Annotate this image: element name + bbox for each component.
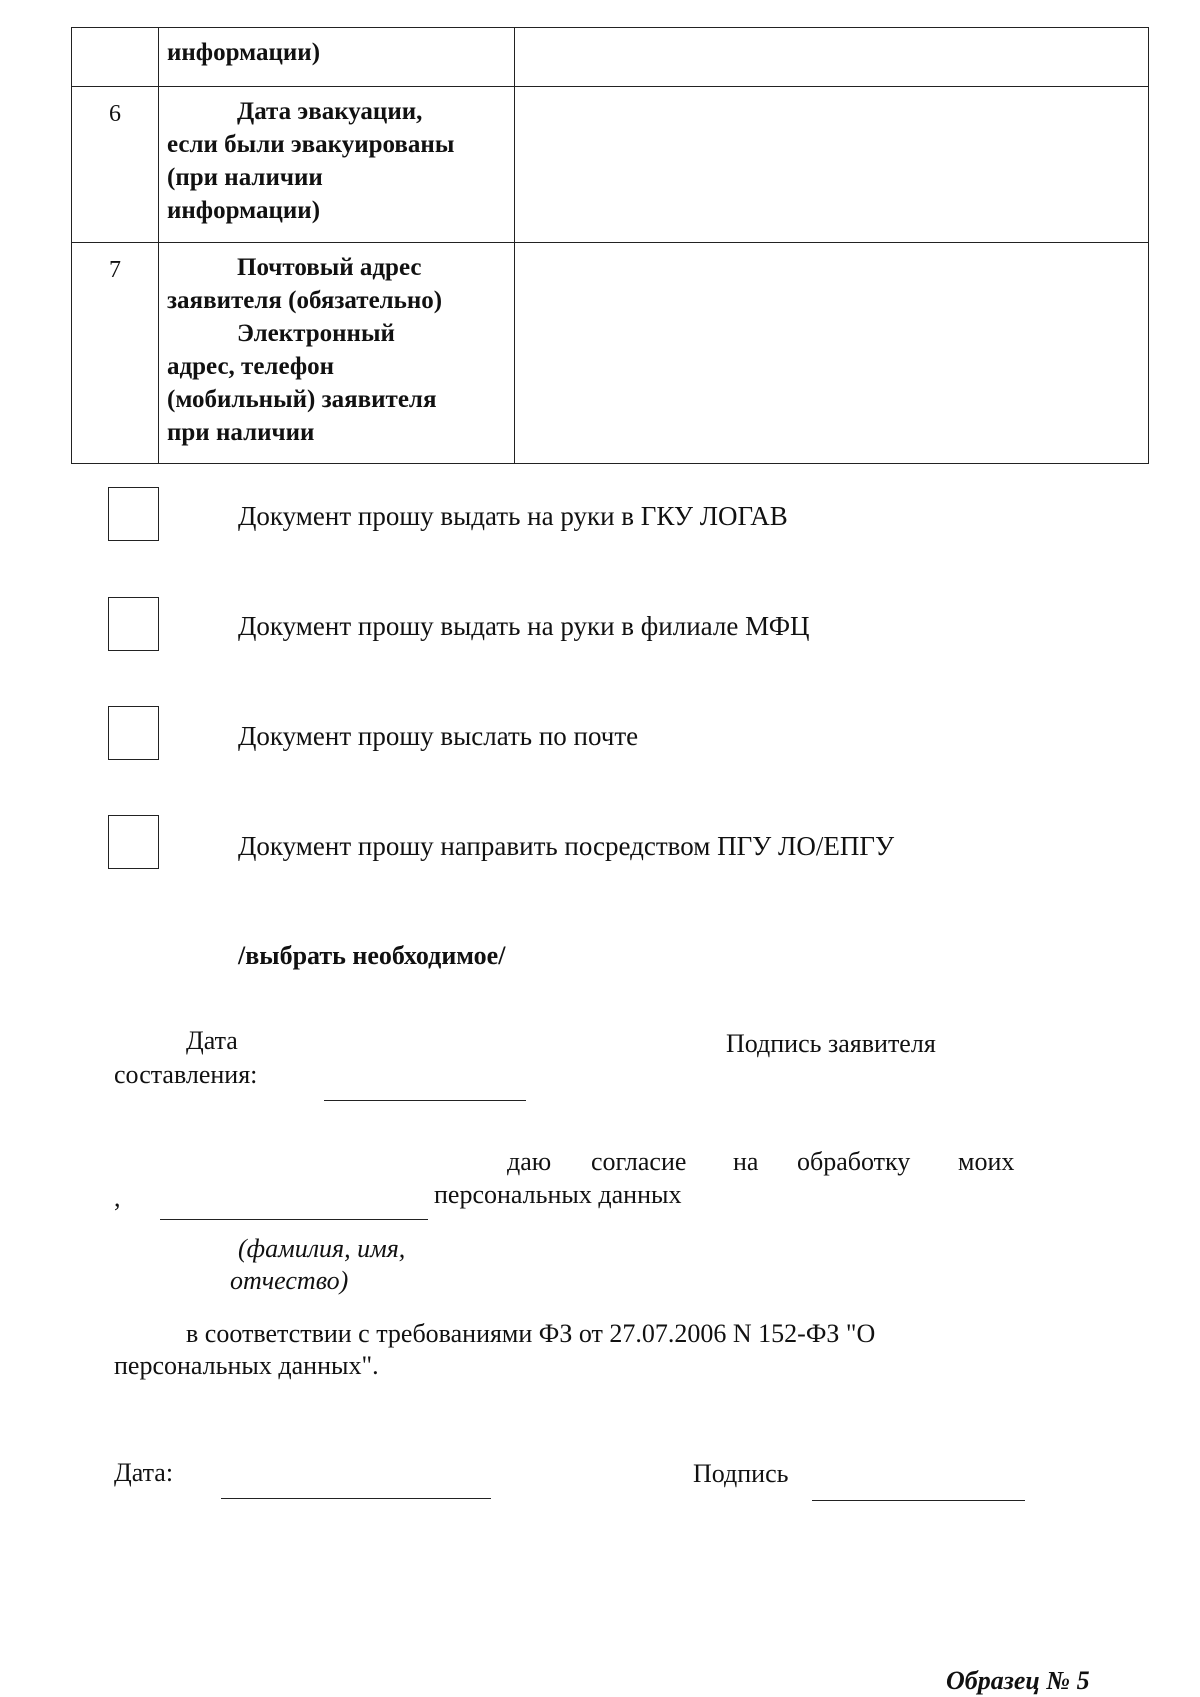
row-label-line: (мобильный) заявителя <box>167 386 437 413</box>
full-name-hint-line1: (фамилия, имя, <box>238 1234 406 1263</box>
date-compiled-label-line2: составления: <box>114 1060 258 1089</box>
option-checkbox-logav[interactable] <box>108 487 159 541</box>
row-label-line: информации) <box>167 197 321 224</box>
table-row <box>72 87 1149 243</box>
row-label <box>159 28 515 87</box>
footer-date-label: Дата: <box>114 1458 174 1487</box>
option-checkbox-mail[interactable] <box>108 706 159 760</box>
row-label-line: если были эвакуированы <box>167 131 455 158</box>
row-number <box>72 28 159 87</box>
law-reference-line1: в соответствии с требованиями ФЗ от 27.07.2006 N 152-ФЗ "О <box>186 1319 876 1348</box>
row-label-line: информации) <box>167 39 321 66</box>
row-label-line: при наличии <box>167 419 315 446</box>
option-checkbox-mfc[interactable] <box>108 597 159 651</box>
consent-word: согласие <box>591 1147 687 1176</box>
footer-signature-field[interactable] <box>812 1500 1025 1501</box>
row-label-line: Почтовый адрес <box>237 254 422 281</box>
law-reference-line2: персональных данных". <box>114 1351 379 1380</box>
row-label <box>159 243 515 464</box>
row-number: 6 <box>72 87 159 243</box>
row-label-line: адрес, телефон <box>167 353 335 380</box>
row-label <box>159 87 515 243</box>
row-value-field[interactable] <box>515 87 1149 243</box>
option-label: Документ прошу выслать по почте <box>238 721 639 751</box>
row-label-line: (при наличии <box>167 164 323 191</box>
select-note: /выбрать необходимое/ <box>238 941 506 970</box>
consent-word: даю <box>507 1147 552 1176</box>
date-compiled-label-line1: Дата <box>186 1026 238 1055</box>
table-row <box>72 28 1149 87</box>
option-label: Документ прошу выдать на руки в филиале МФЦ <box>238 611 810 641</box>
footer-signature-label: Подпись <box>693 1459 789 1488</box>
row-label-line: Электронный <box>237 320 395 347</box>
consent-comma: , <box>114 1183 121 1212</box>
row-label-line: заявителя (обязательно) <box>167 287 443 314</box>
table-row <box>72 243 1149 464</box>
applicant-signature-label: Подпись заявителя <box>726 1029 936 1058</box>
row-number: 7 <box>72 243 159 464</box>
info-table <box>71 27 1149 464</box>
row-label-line: Дата эвакуации, <box>237 98 423 125</box>
full-name-field[interactable] <box>160 1219 428 1220</box>
consent-word: обработку <box>797 1147 911 1176</box>
consent-word: моих <box>958 1147 1015 1176</box>
option-label: Документ прошу выдать на руки в ГКУ ЛОГАВ <box>238 501 788 531</box>
consent-word: на <box>733 1147 759 1176</box>
date-compiled-field[interactable] <box>324 1100 526 1101</box>
footer-date-field[interactable] <box>221 1498 491 1499</box>
option-checkbox-portal[interactable] <box>108 815 159 869</box>
row-value-field[interactable] <box>515 28 1149 87</box>
full-name-hint-line2: отчество) <box>230 1266 349 1295</box>
sample-number-label: Образец № 5 <box>946 1666 1090 1695</box>
option-label: Документ прошу направить посредством ПГУ ЛО/ЕПГУ <box>238 831 895 861</box>
row-value-field[interactable] <box>515 243 1149 464</box>
consent-line2: персональных данных <box>434 1180 682 1209</box>
